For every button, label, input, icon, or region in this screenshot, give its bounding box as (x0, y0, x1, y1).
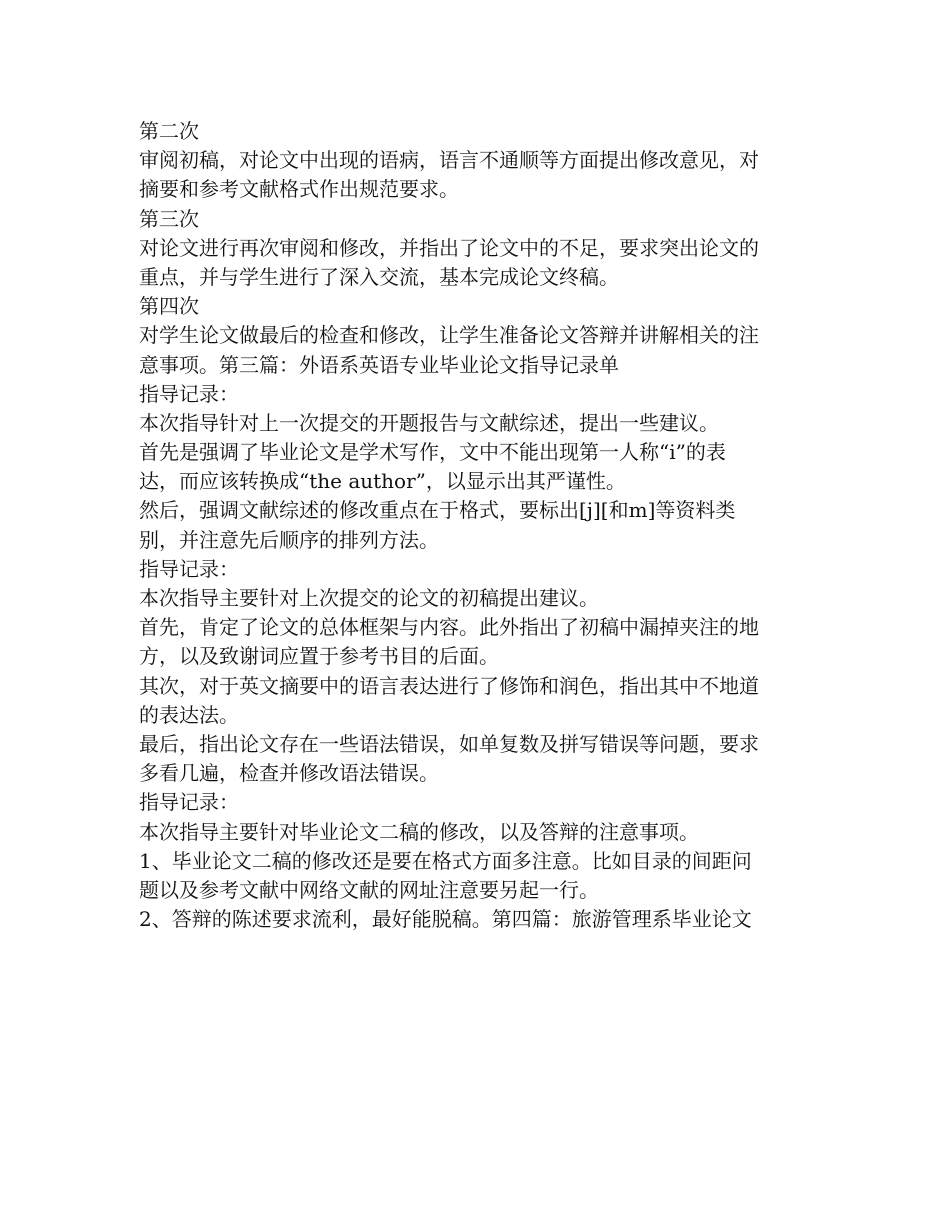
text-line: 指导记录： (139, 556, 239, 581)
text-line: 第二次 (139, 119, 199, 143)
text-line: 的表达法。 (139, 702, 239, 727)
text-line: 1、毕业论文二稿的修改还是要在格式方面多注意。比如目录的间距问 (139, 848, 752, 873)
text-line: 达，而应该转换成“the author”，以显示出其严谨性。 (139, 469, 626, 494)
text-line: 指导记录： (139, 381, 239, 406)
text-line: 然后，强调文献综述的修改重点在于格式，要标出[j][和m]等资料类 (139, 498, 736, 523)
text-line: 多看几遍，检查并修改语法错误。 (139, 761, 439, 786)
text-line: 本次指导主要针对毕业论文二稿的修改，以及答辩的注意事项。 (139, 819, 699, 844)
text-line: 第四次 (139, 294, 199, 319)
text-line: 方，以及致谢词应置于参考书目的后面。 (139, 644, 499, 669)
text-line: 其次，对于英文摘要中的语言表达进行了修饰和润色，指出其中不地道 (139, 673, 759, 698)
text-line: 本次指导针对上一次提交的开题报告与文献综述，提出一些建议。 (139, 410, 719, 435)
text-line: 审阅初稿，对论文中出现的语病，语言不通顺等方面提出修改意见，对 (139, 148, 759, 173)
text-line: 对论文进行再次审阅和修改，并指出了论文中的不足，要求突出论文的 (139, 235, 759, 260)
text-line: 意事项。第三篇：外语系英语专业毕业论文指导记录单 (139, 352, 619, 377)
text-line: 摘要和参考文献格式作出规范要求。 (139, 177, 459, 202)
text-line: 2、答辩的陈述要求流利，最好能脱稿。第四篇：旅游管理系毕业论文 (139, 907, 752, 932)
text-line: 第三次 (139, 206, 199, 231)
text-line: 别，并注意先后顺序的排列方法。 (139, 527, 439, 552)
text-line: 题以及参考文献中网络文献的网址注意要另起一行。 (139, 877, 599, 902)
text-line: 首先是强调了毕业论文是学术写作，文中不能出现第一人称“i”的表 (139, 440, 726, 465)
document-body (139, 117, 819, 934)
text-line: 最后，指出论文存在一些语法错误，如单复数及拼写错误等问题，要求 (139, 731, 759, 756)
text-line: 重点，并与学生进行了深入交流，基本完成论文终稿。 (139, 264, 619, 289)
text-line: 首先，肯定了论文的总体框架与内容。此外指出了初稿中漏掉夹注的地 (139, 615, 759, 640)
text-line: 指导记录： (139, 790, 239, 815)
text-line: 对学生论文做最后的检查和修改，让学生准备论文答辩并讲解相关的注 (139, 323, 759, 348)
text-line: 本次指导主要针对上次提交的论文的初稿提出建议。 (139, 586, 599, 610)
